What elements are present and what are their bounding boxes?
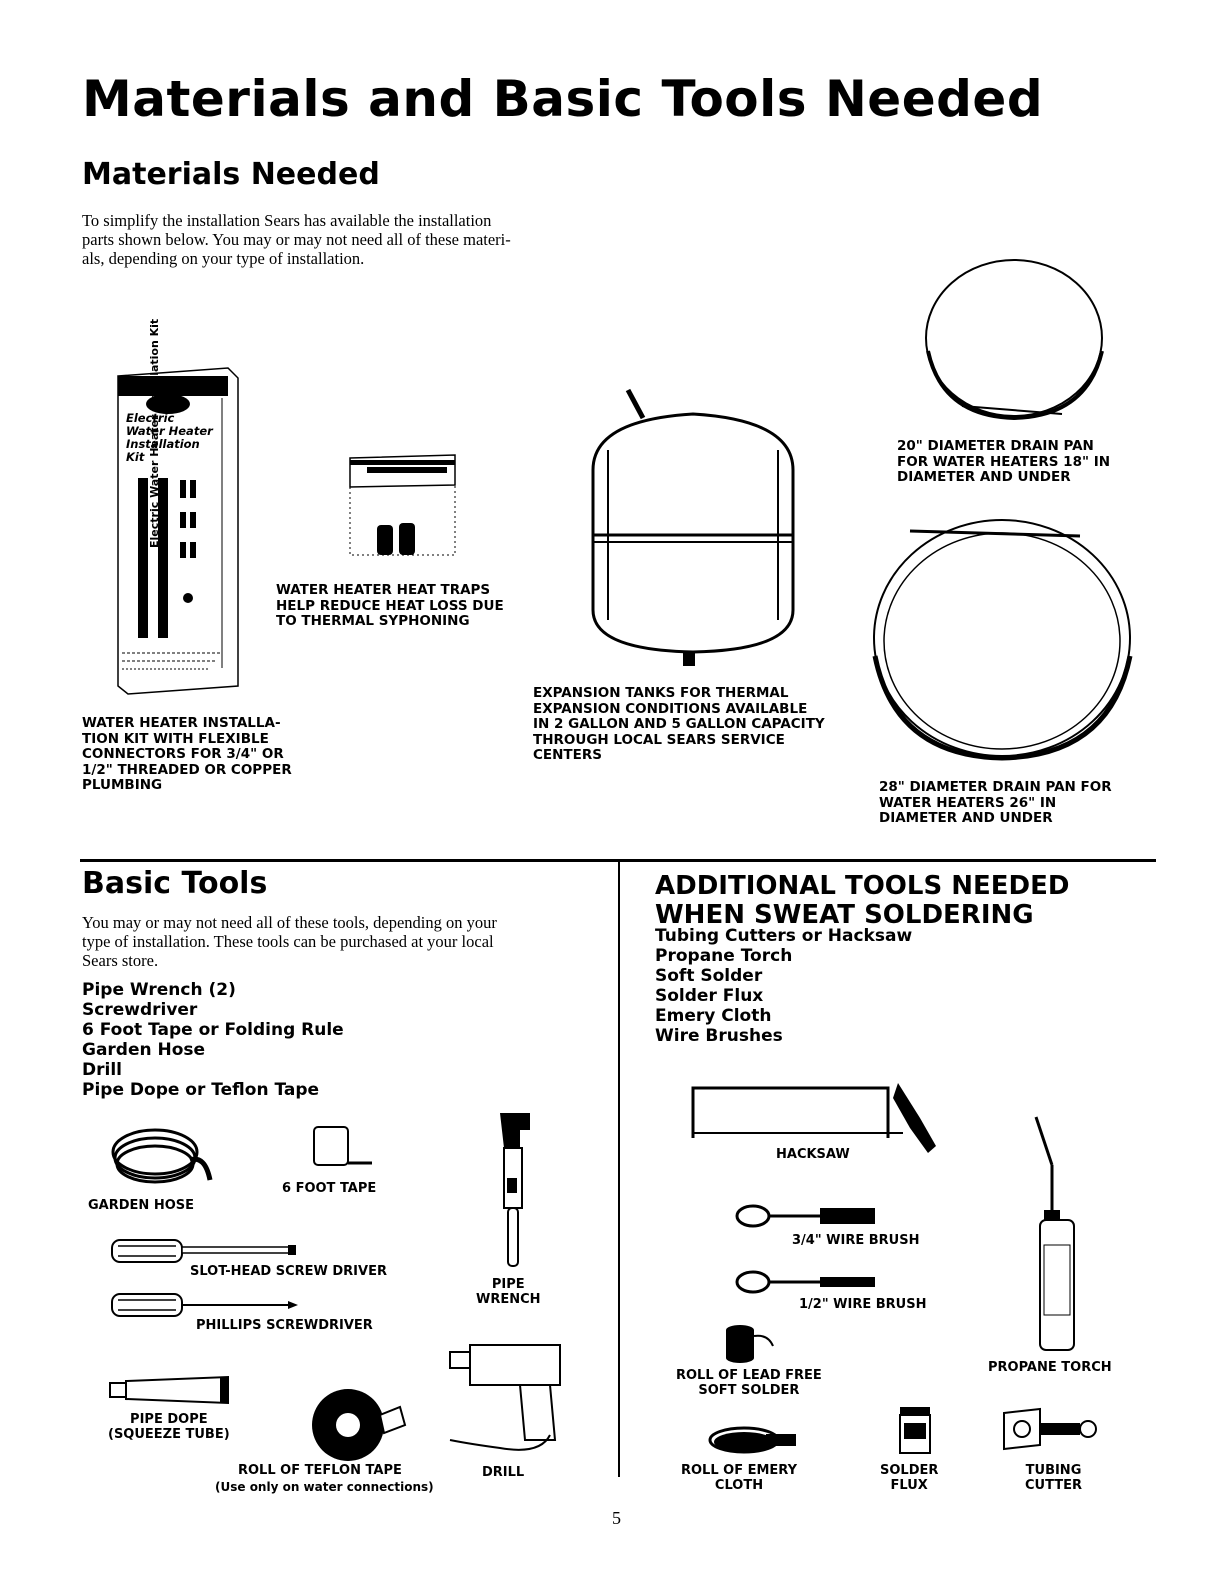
hacksaw-icon [688,1078,958,1158]
drain-pan-28-illustration [870,516,1140,766]
expansion-tank-illustration [583,390,813,670]
basic-tool-item: Drill [82,1060,122,1080]
phillips-screwdriver-icon [110,1290,310,1320]
caption-expansion-tank: EXPANSION TANKS FOR THERMAL EXPANSION CONDITIONS AVAILABLE IN 2 GALLON AND 5 GALLON CAPACITY THROUGH LOCAL SEARS SERVICE CENTERS [533,685,825,763]
solder-flux-icon [896,1405,936,1455]
installation-kit-illustration [110,318,250,698]
additional-tool-item: Tubing Cutters or Hacksaw [655,926,913,946]
basic-tool-item: Screwdriver [82,1000,198,1020]
teflon-tape-roll-icon [310,1385,410,1465]
caption-pipe-dope: PIPE DOPE (SQUEEZE TUBE) [108,1412,230,1442]
pipe-dope-tube-icon [108,1375,238,1405]
caption-drill: DRILL [482,1465,525,1480]
section-divider-vertical [618,861,620,1477]
basic-tool-item: 6 Foot Tape or Folding Rule [82,1020,344,1040]
caption-solder: ROLL OF LEAD FREE SOFT SOLDER [676,1368,822,1398]
caption-drain-pan-20: 20" DIAMETER DRAIN PAN FOR WATER HEATERS 18" IN DIAMETER AND UNDER [897,438,1111,485]
wire-brush-12-icon [735,1268,885,1298]
caption-heat-traps: WATER HEATER HEAT TRAPS HELP REDUCE HEAT LOSS DUE TO THERMAL SYPHONING [276,582,504,629]
caption-garden-hose: GARDEN HOSE [88,1198,194,1213]
caption-drain-pan-28: 28" DIAMETER DRAIN PAN FOR WATER HEATERS 26" IN DIAMETER AND UNDER [879,779,1112,826]
caption-installation-kit: WATER HEATER INSTALLA- TION KIT WITH FLEXIBLE CONNECTORS FOR 3/4" OR 1/2" THREADED OR COPPER PLUMBING [82,715,292,793]
additional-tools-list [655,926,912,1046]
basic-tools-list [82,980,344,1100]
caption-teflon: ROLL OF TEFLON TAPE [238,1463,402,1478]
garden-hose-icon [110,1120,230,1190]
basic-tools-heading: Basic Tools [82,866,268,901]
slot-screwdriver-icon [110,1236,310,1266]
additional-tool-item: Solder Flux [655,986,764,1006]
heat-traps-illustration [347,455,467,565]
propane-torch-icon [1030,1115,1090,1355]
drain-pan-20-illustration [922,256,1112,426]
emery-cloth-icon [706,1420,806,1460]
caption-slot-screwdriver: SLOT-HEAD SCREW DRIVER [190,1264,387,1279]
additional-tools-heading: ADDITIONAL TOOLS NEEDED WHEN SWEAT SOLDERING [655,871,1070,930]
materials-heading: Materials Needed [82,157,380,192]
caption-torch: PROPANE TORCH [988,1360,1112,1375]
caption-hacksaw: HACKSAW [776,1147,850,1162]
caption-phillips: PHILLIPS SCREWDRIVER [196,1318,373,1333]
basic-tools-intro: You may or may not need all of these tools, depending on your type of installation. These tools can be purchased at your local Sears store. [82,913,497,970]
pipe-wrench-icon [490,1108,540,1268]
caption-teflon-note: (Use only on water connections) [215,1480,434,1494]
basic-tool-item: Pipe Dope or Teflon Tape [82,1080,320,1100]
caption-wire-brush-12: 1/2" WIRE BRUSH [799,1297,927,1312]
caption-cutter: TUBING CUTTER [1025,1463,1083,1493]
additional-tool-item: Wire Brushes [655,1026,783,1046]
page-number: 5 [612,1508,621,1528]
kit-side-text: Electric Water Heater Installation Kit [148,318,161,548]
caption-tape: 6 FOOT TAPE [282,1181,377,1196]
additional-tool-item: Propane Torch [655,946,793,966]
caption-pipe-wrench: PIPE WRENCH [476,1277,541,1307]
caption-emery: ROLL OF EMERY CLOTH [681,1463,798,1493]
wire-brush-34-icon [735,1202,885,1232]
additional-tool-item: Emery Cloth [655,1006,772,1026]
caption-flux: SOLDER FLUX [880,1463,939,1493]
caption-wire-brush-34: 3/4" WIRE BRUSH [792,1233,920,1248]
page-title: Materials and Basic Tools Needed [82,70,1044,128]
solder-roll-icon [718,1318,778,1368]
kit-box-text: Electric Water Heater Installation Kit [126,411,213,464]
tubing-cutter-icon [1000,1405,1100,1455]
basic-tool-item: Garden Hose [82,1040,206,1060]
tape-measure-icon [312,1125,382,1175]
additional-tool-item: Soft Solder [655,966,763,986]
drill-icon [440,1340,570,1460]
materials-intro: To simplify the installation Sears has available the installation parts shown below. You may or may not need all of these materi- als, depending on your type of installation. [82,211,511,268]
basic-tool-item: Pipe Wrench (2) [82,980,236,1000]
